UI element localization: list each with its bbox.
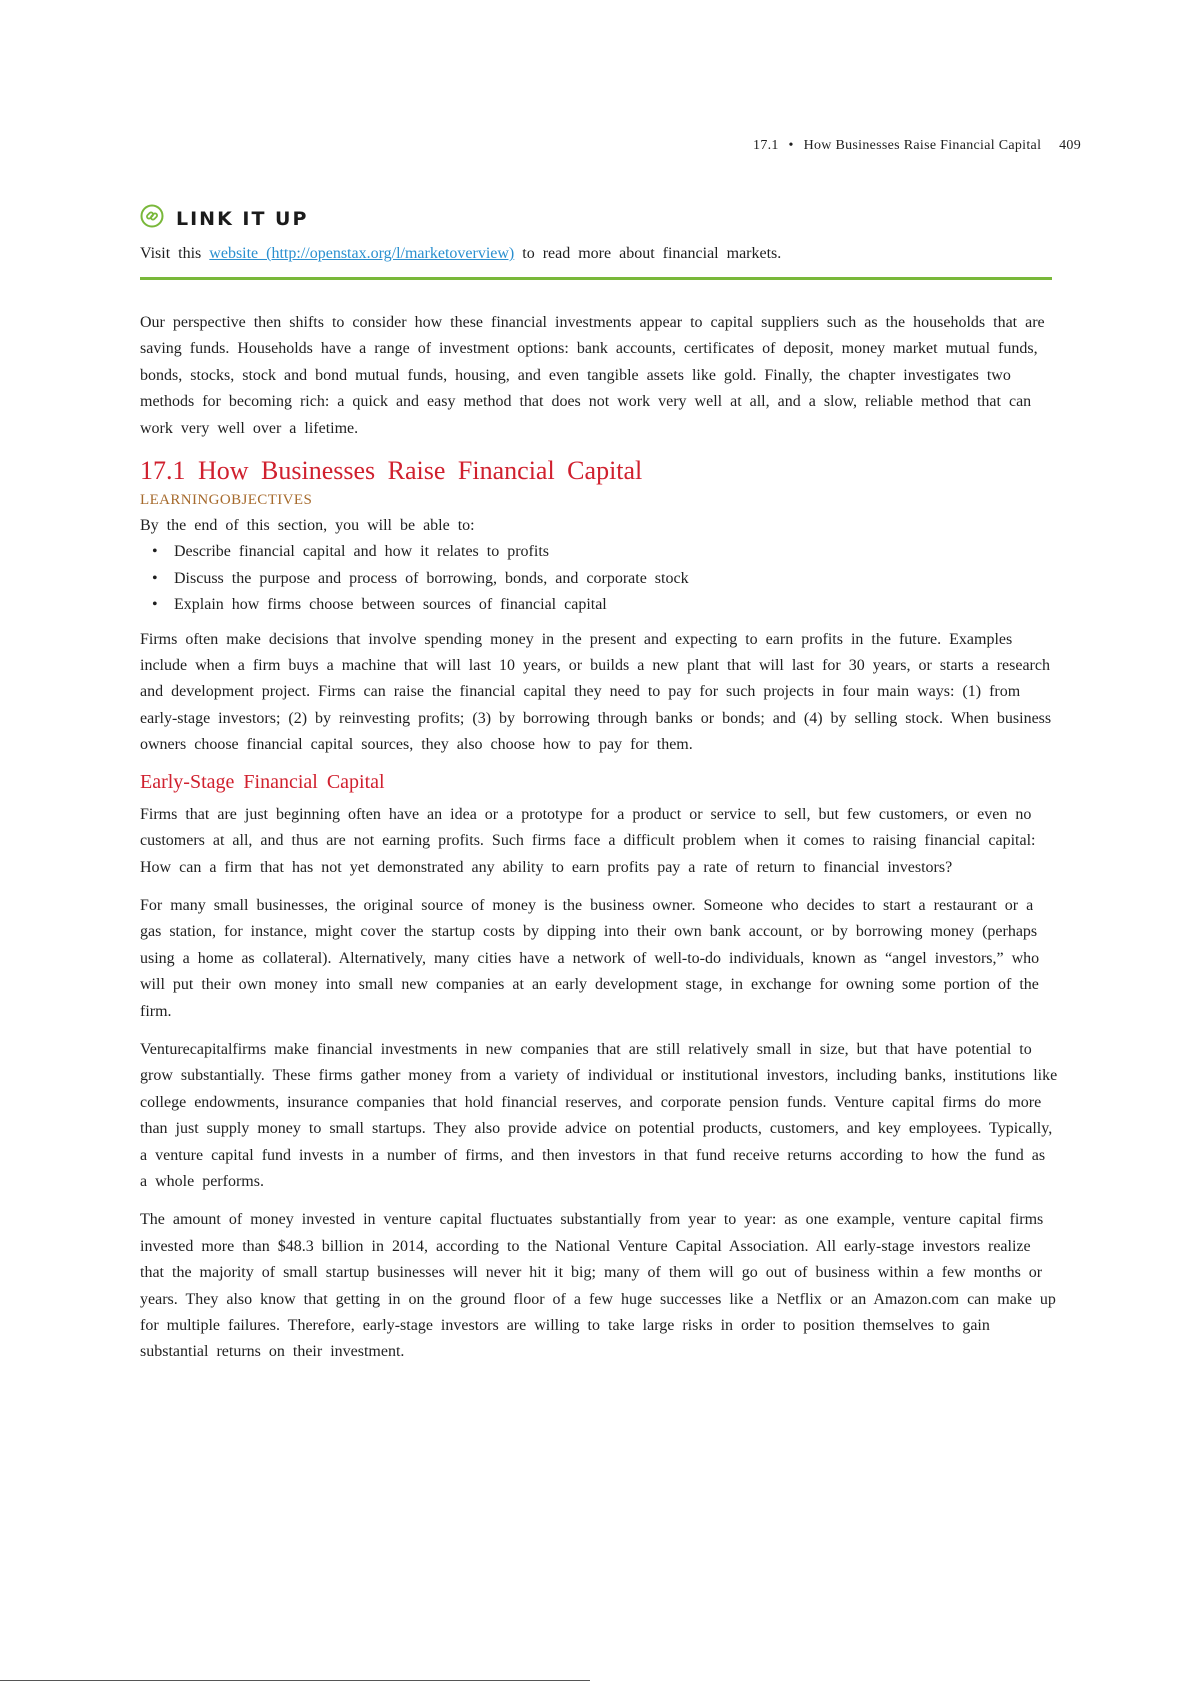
body-paragraph: Firms that are just beginning often have an idea or a prototype for a product or service to sell, but few customers, or even no customers at all, and thus are not earning profits. Such firms face a difficult problem when it comes to raising financial capital: How can a firm that has not yet demonstrated any ability to earn profits pay a rate of return to financial investors? — [140, 805, 1036, 876]
link-text-before: Visit this — [140, 245, 202, 262]
section-heading: 17.1 How Businesses Raise Financial Capital — [140, 456, 643, 486]
link-it-up-text — [140, 245, 1052, 263]
subsection-heading: Early-Stage Financial Capital — [140, 770, 385, 793]
footer-rule — [0, 1680, 590, 1681]
list-item: • Describe financial capital and how it relates to profits — [152, 543, 549, 561]
main-content — [140, 310, 1060, 1378]
header-section-title: How Businesses Raise Financial Capital — [803, 138, 1042, 153]
section-body-paragraph: Firms often make decisions that involve spending money in the present and expecting to earn profits in the future. Examples include when a firm buys a machine that will last 10 years, or builds a new plant that will last for 30 years, or starts a research and development project. Firms can raise the financial capital they need to pay for such projects in four main ways: (1) from early-stage investors; (2) by reinvesting profits; (3) by borrowing through banks or bonds; and (4) by selling stock. When business owners choose financial capital sources, they also choose how to pay for them. — [140, 630, 1052, 754]
link-it-up-box — [140, 204, 1052, 280]
running-header — [753, 138, 1081, 154]
objectives-list — [140, 539, 1060, 618]
link-it-up-heading: LINK IT UP — [176, 207, 309, 230]
marketoverview-link[interactable]: website (http://openstax.org/l/marketoverview) — [209, 245, 515, 262]
body-paragraph: The amount of money invested in venture capital fluctuates substantially from year to year: as one example, venture capital firms invested more than $48.3 billion in 2014, according to the National Venture Capital Association. All early-stage investors realize that the majority of small startup businesses will never hit it big; many of them will go out of business within a few months or years. They also know that getting in on the ground floor of a few huge successes like a Netflix or an Amazon.com can make up for multiple failures. Therefore, early-stage investors are willing to take large risks in order to position themselves to gain substantial returns on their investment. — [140, 1211, 1056, 1361]
objectives-intro: By the end of this section, you will be able to: — [140, 517, 475, 535]
body-paragraph: For many small businesses, the original source of money is the business owner. Someone who decides to start a restaurant or a gas station, for instance, might cover the startup costs by dipping into their own bank account, or by borrowing money (perhaps using a home as collateral). Alternatively, many cities have a network of well-to-do individuals, known as “angel investors,” who will put their own money into small new companies at an early development stage, in exchange for owning some portion of the firm. — [140, 896, 1040, 1020]
body-paragraph: Venturecapitalfirms make financial investments in new companies that are still relatively small in size, but that have potential to grow substantially. These firms gather money from a variety of individual or institutional investors, including banks, institutions like college endowments, insurance companies that hold financial reserves, and corporate pension funds. Venture capital firms do more than just supply money to small startups. They also provide advice on potential products, customers, and key employees. Typically, a venture capital fund invests in a number of firms, and then investors in that fund receive returns according to how the fund as a whole performs. — [140, 1040, 1058, 1190]
link-text-after: to read more about financial markets. — [522, 245, 782, 262]
link-box-rule — [140, 277, 1052, 280]
learning-objectives-label: LEARNINGOBJECTIVES — [140, 492, 313, 509]
intro-paragraph: Our perspective then shifts to consider how these financial investments appear to capital suppliers such as the households that are saving funds. Households have a range of investment options: bank accounts, certificates of deposit, money market mutual funds, bonds, stocks, stock and bond mutual funds, housing, and even tangible assets like gold. Finally, the chapter investigates two methods for becoming rich: a quick and easy method that does not work very well at all, and a slow, reliable method that can work very well over a lifetime. — [140, 314, 1045, 437]
page-number: 409 — [1059, 138, 1081, 153]
header-separator: • — [788, 138, 794, 153]
list-item: • Discuss the purpose and process of borrowing, bonds, and corporate stock — [152, 569, 689, 587]
header-section-number: 17.1 — [753, 138, 779, 153]
link-icon — [140, 204, 164, 233]
list-item: • Explain how firms choose between sources of financial capital — [152, 596, 607, 614]
